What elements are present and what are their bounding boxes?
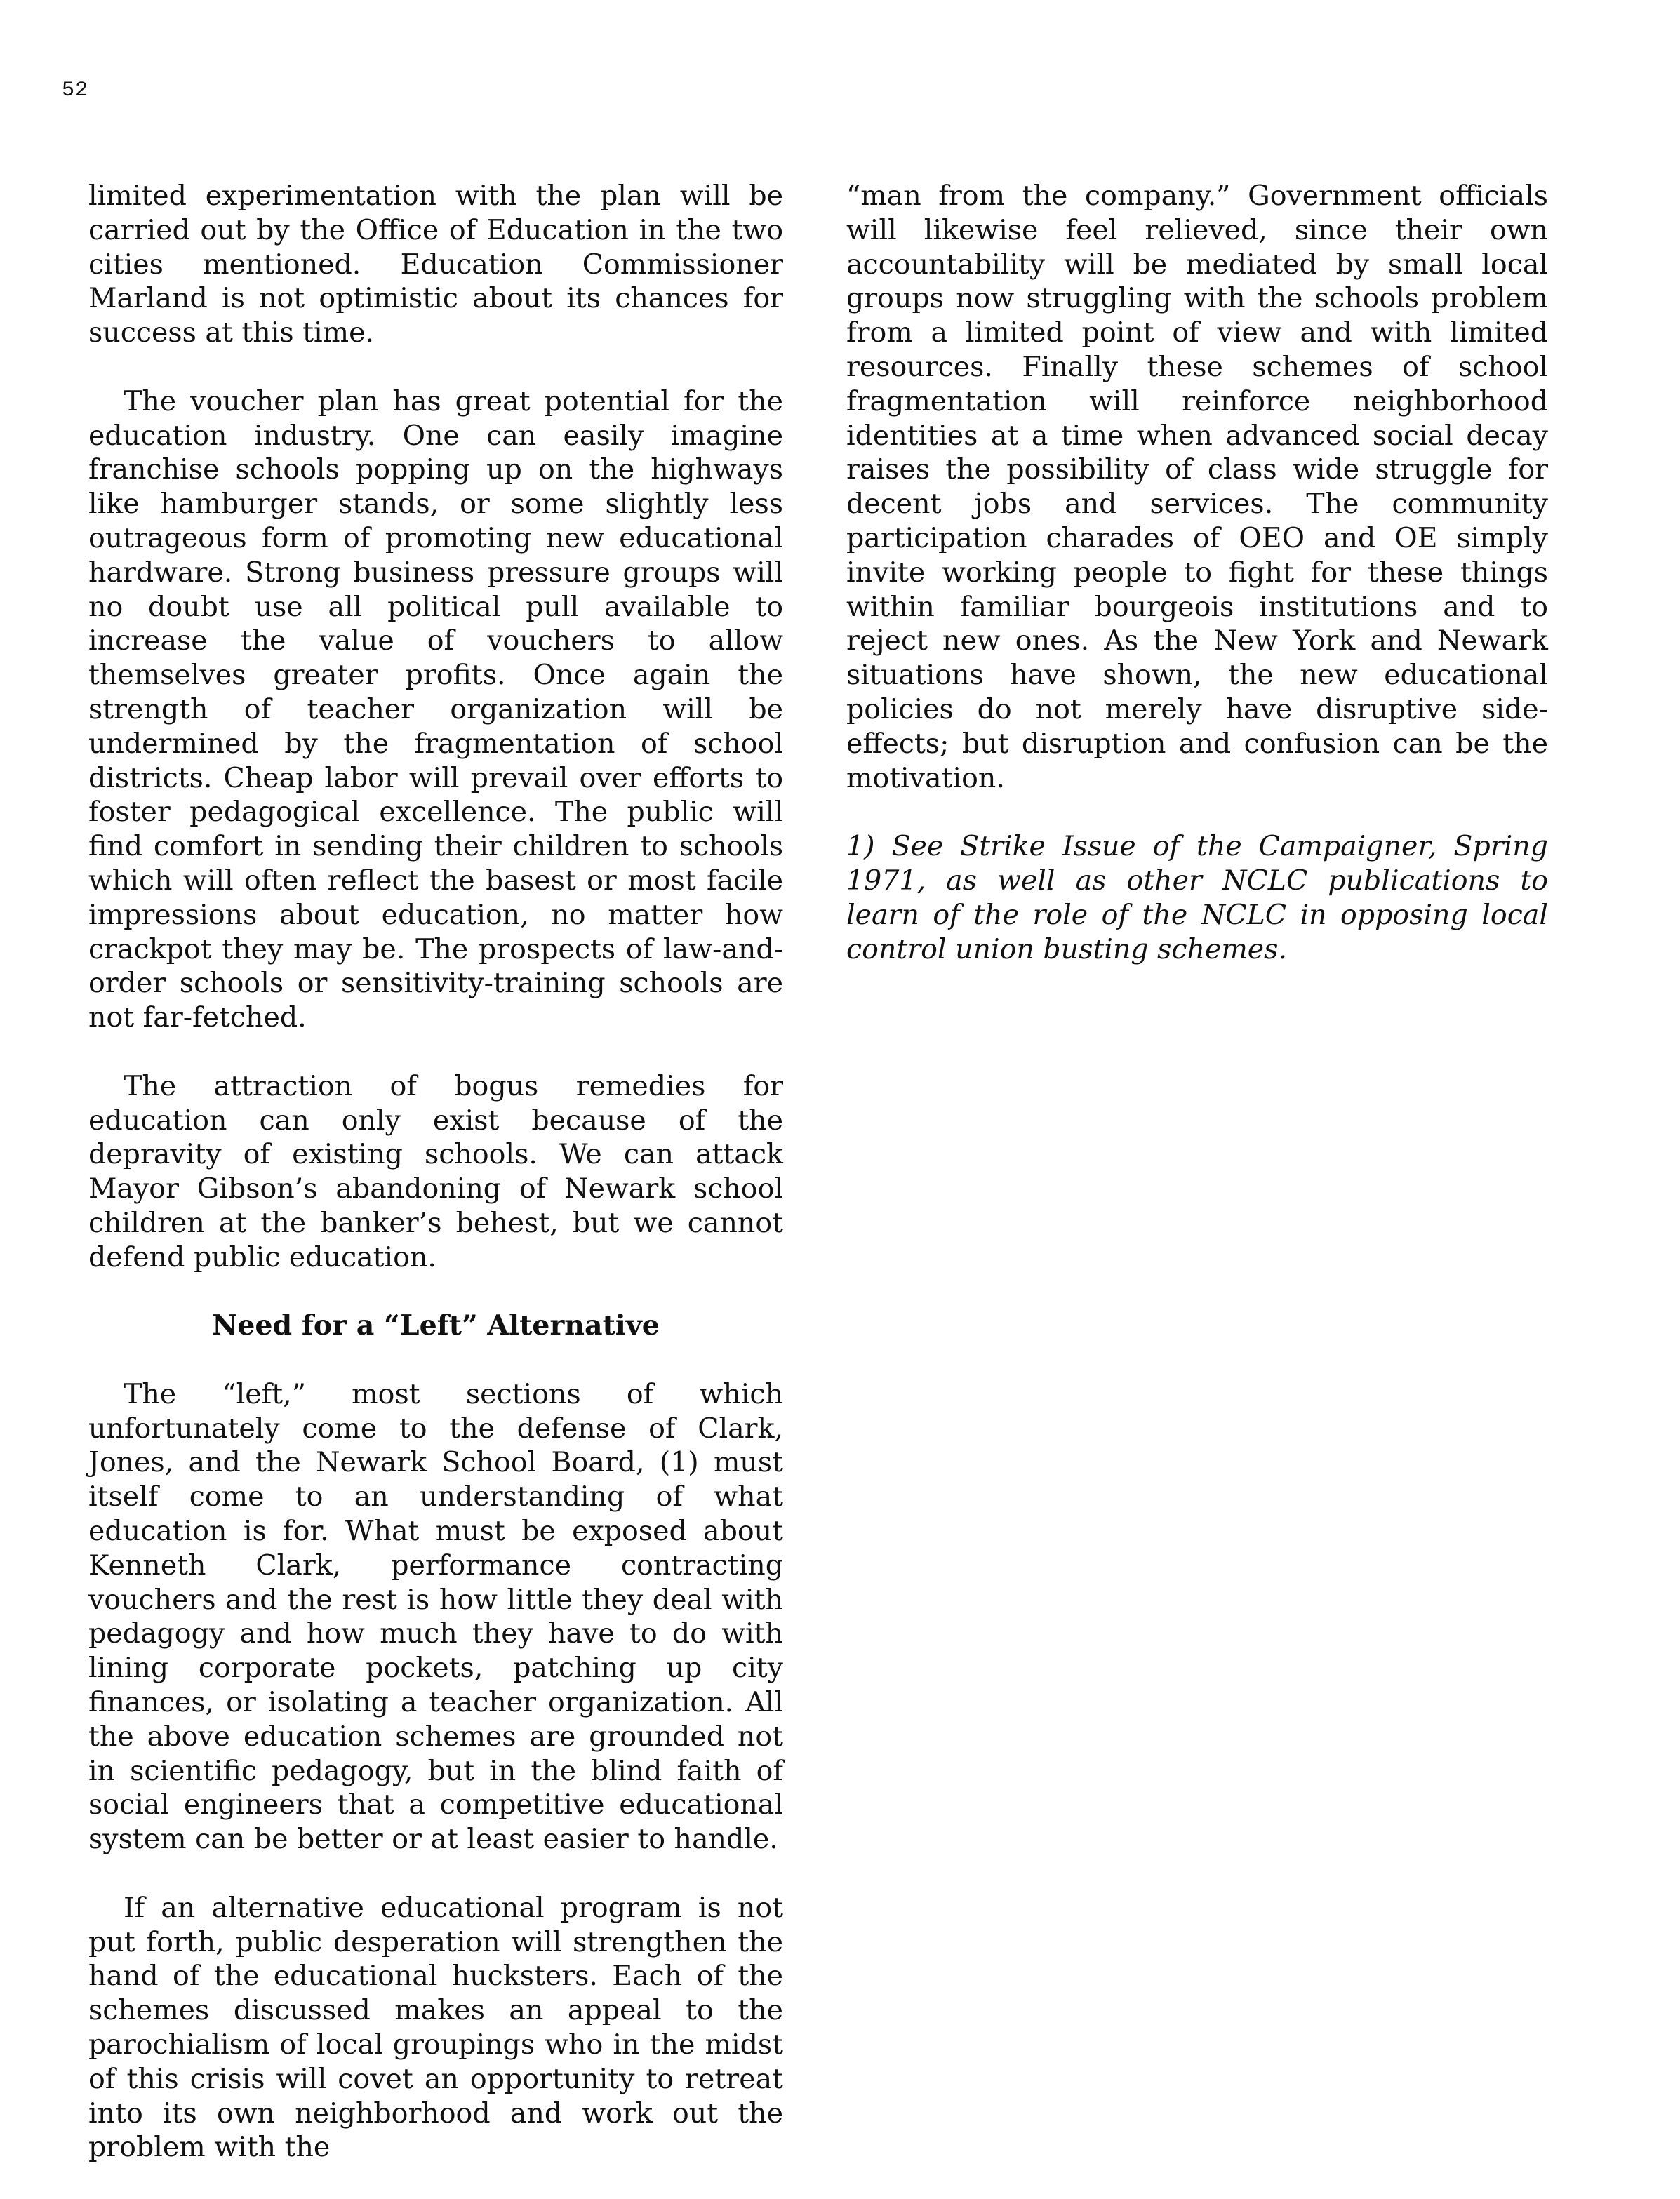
left-column [88, 179, 783, 2199]
section-heading: Need for a “Left” Alternative [212, 1309, 660, 1342]
paragraph: limited experimentation with the plan will be carried out by the Office of Education in the two cities mentioned. Education Commissioner Marland is not optimistic about its chances for success at this time. [88, 180, 783, 349]
paragraph: If an alternative educational program is not put forth, public desperation will strengthen the hand of the educational hucksters. Each of the schemes discussed makes an appeal to the parochialism of local groupings who in the midst of this crisis will covet an opportunity to retreat into its own neighborhood and work out the problem with the [88, 1891, 783, 2164]
paragraph: The “left,” most sections of which unfortunately come to the defense of Clark, Jones, and the Newark School Board, (1) must itself come to an understanding of what education is for. What must be exposed about Kenneth Clark, performance contracting vouchers and the rest is how little they deal with pedagogy and how much they have to do with lining corporate pockets, patching up city finances, or isolating a teacher organization. All the above education schemes are grounded not in scientific pedagogy, but in the blind faith of social engineers that a competitive educational system can be better or at least easier to handle. [88, 1377, 783, 1856]
right-column [846, 179, 1548, 1001]
page-number: 52 [62, 79, 89, 102]
footnote: 1) See Strike Issue of the Campaigner, Spring 1971, as well as other NCLC publications to learn of the role of the NCLC in opposing local control union busting schemes. [846, 830, 1548, 965]
paragraph: The voucher plan has great potential for the education industry. One can easily imagine franchise schools popping up on the highways like hamburger stands, or some slightly less outrageous form of promoting new educational hardware. Strong business pressure groups will no doubt use all political pull available to increase the value of vouchers to allow themselves greater profits. Once again the strength of teacher organization will be undermined by the fragmentation of school districts. Cheap labor will prevail over efforts to foster pedagogical excellence. The public will find comfort in sending their children to schools which will often reflect the basest or most facile impressions about education, no matter how crackpot they may be. The prospects of law-and-order schools or sensitivity-training schools are not far-fetched. [88, 385, 783, 1034]
paragraph: “man from the company.” Government officials will likewise feel relieved, since their own accountability will be mediated by small local groups now struggling with the schools problem from a limited point of view and with limited resources. Finally these schemes of school fragmentation will reinforce neighborhood identities at a time when advanced social decay raises the possibility of class wide struggle for decent jobs and services. The community participation charades of OEO and OE simply invite working people to fight for these things within familiar bourgeois institutions and to reject new ones. As the New York and Newark situations have shown, the new educational policies do not merely have disruptive side-effects; but disruption and confusion can be the motivation. [846, 180, 1548, 794]
paragraph: The attraction of bogus remedies for education can only exist because of the depravity of existing schools. We can attack Mayor Gibson’s abandoning of Newark school children at the banker’s behest, but we cannot defend public education. [88, 1069, 783, 1274]
